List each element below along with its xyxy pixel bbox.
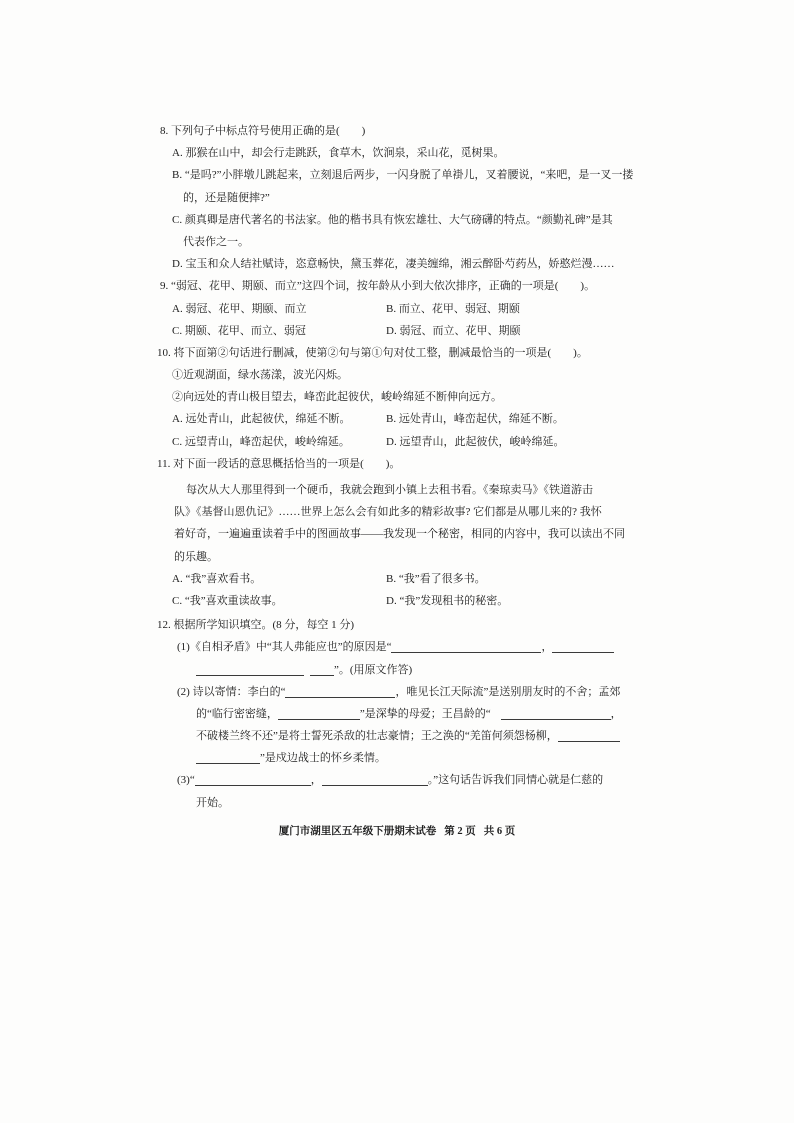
question-11-option-a: A. “我”喜欢看书。 xyxy=(172,572,262,585)
question-11-passage-line-3: 着好奇，一遍遍重读着手中的图画故事——我发现一个秘密，相同的内容中，我可以读出不同 xyxy=(174,528,625,541)
question-10-option-b: B. 远处青山，峰峦起伏，绵延不断。 xyxy=(386,413,564,426)
question-12-part-2-line-3 xyxy=(160,725,640,747)
question-10-sentence-1: ①近观湖面，绿水荡漾，波光闪烁。 xyxy=(172,369,348,382)
question-8-option-c-continued: 代表作之一。 xyxy=(183,235,249,248)
question-12-part-2-text-2: ，唯见长江天际流”是送别朋友时的不舍；孟郊 xyxy=(395,685,621,698)
fill-in-blank xyxy=(391,639,541,653)
question-12-part-1-line-1 xyxy=(160,636,640,658)
question-12-part-1-text-3: ”。(用原文作答) xyxy=(334,663,413,676)
question-11-passage-line-1: 每次从大人那里得到一个硬币，我就会跑到小镇上去租书看。《秦琼卖马》《铁道游击 xyxy=(186,484,593,496)
question-12-part-2-text-7: ”是戍边战士的怀乡柔情。 xyxy=(260,752,386,765)
question-9-options-row-1 xyxy=(160,298,640,320)
question-11-option-d: D. “我”发现租书的秘密。 xyxy=(386,594,509,607)
footer-page-number: 第 2 页 xyxy=(444,826,476,837)
fill-in-blank xyxy=(558,728,620,742)
fill-in-blank xyxy=(322,772,428,786)
question-12-part-3-line-1 xyxy=(160,769,640,791)
page-footer xyxy=(0,822,794,842)
question-12-part-2-text-5: ， xyxy=(610,707,622,720)
question-9-option-b: B. 而立、花甲、弱冠、期颐 xyxy=(386,302,520,315)
question-12-part-2-text-1: (2) 诗以寄情：李白的“ xyxy=(177,685,286,698)
fill-in-blank xyxy=(501,706,611,720)
question-12-part-2-text-6: 不破楼兰终不还”是将士誓死杀敌的壮志豪情；王之涣的“羌笛何须怨杨柳， xyxy=(196,730,558,743)
question-10-option-a: A. 远处青山，此起彼伏，绵延不断。 xyxy=(172,413,351,426)
question-12-part-1-text-2: ， xyxy=(541,641,553,654)
question-12-part-2-line-1 xyxy=(160,681,640,703)
question-9-option-a: A. 弱冠、花甲、期颐、而立 xyxy=(172,302,307,315)
question-9-option-d: D. 弱冠、而立、花甲、期颐 xyxy=(386,324,521,337)
fill-in-blank xyxy=(310,662,334,676)
exam-page xyxy=(157,120,640,814)
question-12-stem: 12. 根据所学知识填空。(8 分，每空 1 分) xyxy=(157,619,355,632)
question-12-part-3-text-3: 。”这句话告诉我们同情心就是仁慈的 xyxy=(427,774,604,787)
question-10-option-d: D. 远望青山，此起彼伏，峻岭绵延。 xyxy=(386,435,565,448)
question-12-part-1-line-2 xyxy=(160,659,640,681)
footer-total-pages: 共 6 页 xyxy=(483,826,516,837)
question-11-stem: 11. 对下面一段话的意思概括恰当的一项是( )。 xyxy=(157,457,401,470)
fill-in-blank xyxy=(552,639,614,653)
question-11-options-row-2 xyxy=(160,590,640,612)
footer-exam-title: 厦门市湖里区五年级下册期末试卷 xyxy=(278,826,437,837)
question-12-part-2-text-3: 的“临行密密缝， xyxy=(196,707,278,720)
question-12-part-1-text-1: (1)《自相矛盾》中“其人弗能应也”的原因是“ xyxy=(177,641,392,654)
question-8-option-c: C. 颜真卿是唐代著名的书法家。他的楷书具有恢宏雄壮、大气磅礴的特点。“颜勤礼碑”是其 xyxy=(172,213,613,226)
fill-in-blank xyxy=(196,750,260,764)
question-11-option-b: B. “我”看了很多书。 xyxy=(386,572,486,585)
question-11-passage-line-4: 的乐趣。 xyxy=(174,550,218,563)
question-11-passage-line-2: 队》《基督山恩仇记》……世界上怎么会有如此多的精彩故事? 它们都是从哪儿来的? 我怀 xyxy=(174,506,602,519)
question-9-stem: 9. “弱冠、花甲、期颐、而立”这四个词，按年龄从小到大依次排序，正确的一项是( )。 xyxy=(160,280,596,293)
fill-in-blank xyxy=(196,662,304,676)
fill-in-blank xyxy=(195,772,311,786)
question-12-part-2-line-2 xyxy=(160,703,640,725)
question-10-option-c: C. 远望青山，峰峦起伏，峻岭绵延。 xyxy=(172,435,350,448)
question-10-stem: 10. 将下面第②句话进行删减，使第②句与第①句对仗工整，删减最恰当的一项是( )。 xyxy=(157,346,588,359)
question-10-sentence-2: ②向远处的青山极目望去，峰峦此起彼伏，峻岭绵延不断伸向远方。 xyxy=(172,391,502,404)
question-12-part-3-line-2: 开始。 xyxy=(196,796,229,809)
question-10-options-row-2 xyxy=(160,431,640,453)
fill-in-blank xyxy=(278,706,360,720)
question-8-stem: 8. 下列句子中标点符号使用正确的是( ) xyxy=(160,125,366,137)
question-11-options-row-1 xyxy=(160,568,640,590)
question-9-option-c: C. 期颐、花甲、而立、弱冠 xyxy=(172,324,306,337)
question-12-part-3-text-2: ， xyxy=(310,774,322,787)
question-12-part-2-text-4: ”是深挚的母爱；王昌龄的“ xyxy=(359,707,491,720)
question-8-option-b: B. “是吗?”小胖墩儿跳起来，立刻退后两步，一闪身脱了单褂儿，叉着腰说，“来吧，是一叉一搂 xyxy=(172,169,634,182)
question-8-option-a: A. 那猴在山中，却会行走跳跃，食草木，饮涧泉，采山花，觅树果。 xyxy=(172,147,505,160)
question-8-option-b-continued: 的，还是随便摔?” xyxy=(183,191,270,204)
question-10-options-row-1 xyxy=(160,408,640,430)
question-8-option-d: D. 宝玉和众人结社赋诗，恣意畅快，黛玉葬花，凄美缠绵，湘云醉卧芍药丛，娇憨烂漫…… xyxy=(172,258,615,271)
question-9-options-row-2 xyxy=(160,320,640,342)
question-11-option-c: C. “我”喜欢重读故事。 xyxy=(172,594,283,607)
question-12-part-3-text-1: (3)“ xyxy=(177,774,195,787)
fill-in-blank xyxy=(285,684,395,698)
question-12-part-2-line-4 xyxy=(160,747,640,769)
